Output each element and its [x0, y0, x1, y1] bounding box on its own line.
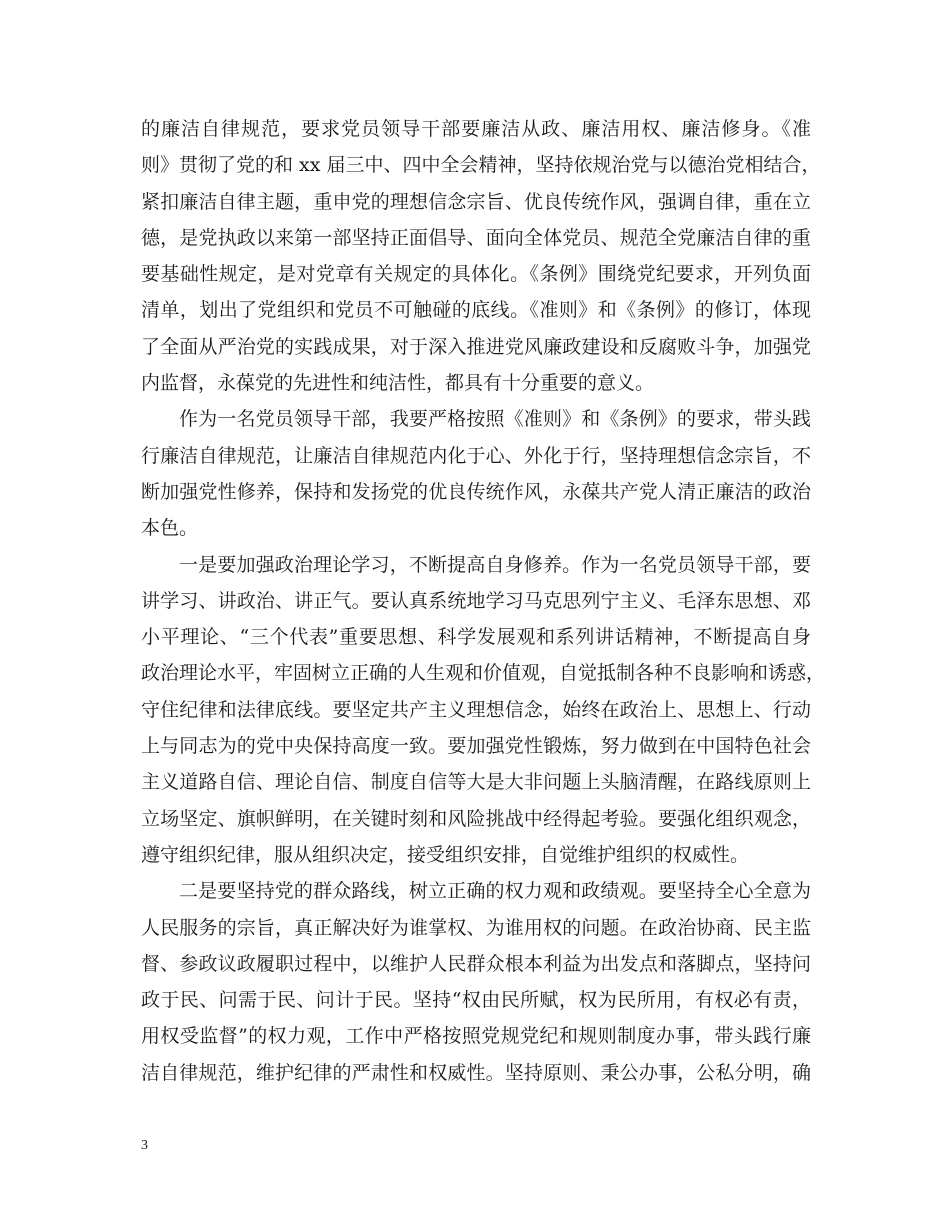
paragraph-line: 立场坚定、旗帜鲜明，在关键时刻和风险挑战中经得起考验。要强化组织观念， — [141, 807, 811, 830]
paragraph-line: 遵守组织纪律，服从组织决定，接受组织安排，自觉维护组织的权威性。 — [141, 843, 750, 866]
paragraph-line: 洁自律规范，维护纪律的严肃性和权威性。坚持原则、秉公办事，公私分明，确 — [141, 1061, 811, 1084]
paragraph-line: 政于民、问需于民、问计于民。坚持“权由民所赋，权为民所用，有权必有责， — [141, 989, 811, 1012]
page-number: 3 — [141, 1138, 148, 1153]
paragraph-line: 本色。 — [141, 517, 199, 540]
paragraph-line: 的廉洁自律规范，要求党员领导干部要廉洁从政、廉洁用权、廉洁修身。《准 — [141, 118, 811, 140]
paragraph-line: 上与同志为的党中央保持高度一致。要加强党性锻炼，努力做到在中国特色社会 — [141, 735, 811, 758]
paragraph-line: 政治理论水平，牢固树立正确的人生观和价值观，自觉抵制各种不良影响和诱惑， — [141, 662, 826, 685]
paragraph-line: 主义道路自信、理论自信、制度自信等大是大非问题上头脑清醒，在路线原则上 — [141, 771, 811, 794]
paragraph-line: 督、参政议政履职过程中，以维护人民群众根本利益为出发点和落脚点，坚持问 — [141, 952, 811, 975]
paragraph-line: 作为一名党员领导干部，我要严格按照《准则》和《条例》的要求，带头践 — [179, 408, 811, 431]
paragraph-line: 守住纪律和法律底线。要坚定共产主义理想信念，始终在政治上、思想上、行动 — [141, 698, 811, 721]
paragraph-line: 行廉洁自律规范，让廉洁自律规范内化于心、外化于行，坚持理想信念宗旨，不 — [141, 444, 811, 467]
paragraph-line: 了全面从严治党的实践成果，对于深入推进党风廉政建设和反腐败斗争，加强党 — [141, 335, 811, 358]
paragraph-line: 断加强党性修养，保持和发扬党的优良传统作风，永葆共产党人清正廉洁的政治 — [141, 480, 811, 503]
paragraph-line: 小平理论、“三个代表”重要思想、科学发展观和系列讲话精神，不断提高自身 — [141, 626, 811, 649]
paragraph — [141, 873, 811, 1091]
paragraph-line: 德，是党执政以来第一部坚持正面倡导、面向全体党员、规范全党廉洁自律的重 — [141, 226, 811, 249]
paragraph-line: 紧扣廉洁自律主题，重申党的理想信念宗旨、优良传统作风，强调自律，重在立 — [141, 190, 811, 213]
paragraph — [141, 547, 826, 874]
paragraph-line: 内监督，永葆党的先进性和纯洁性，都具有十分重要的意义。 — [141, 372, 655, 395]
paragraph-line: 则》贯彻了党的和 xx 届三中、四中全会精神，坚持依规治党与以德治党相结合， — [141, 154, 821, 177]
paragraph — [141, 401, 811, 546]
paragraph-line: 讲学习、讲政治、讲正气。要认真系统地学习马克思列宁主义、毛泽东思想、邓 — [141, 589, 811, 612]
paragraph — [141, 111, 821, 401]
paragraph-line: 人民服务的宗旨，真正解决好为谁掌权、为谁用权的问题。在政治协商、民主监 — [141, 916, 811, 939]
paragraph-line: 清单，划出了党组织和党员不可触碰的底线。《准则》和《条例》的修订，体现 — [141, 299, 811, 322]
paragraph-line: 一是要加强政治理论学习，不断提高自身修养。作为一名党员领导干部，要 — [179, 553, 811, 576]
document-body — [141, 111, 826, 1091]
paragraph-line: 用权受监督”的权力观，工作中严格按照党规党纪和规则制度办事，带头践行廉 — [141, 1025, 811, 1048]
paragraph-line: 要基础性规定，是对党章有关规定的具体化。《条例》围绕党纪要求，开列负面 — [141, 263, 811, 286]
paragraph-line: 二是要坚持党的群众路线，树立正确的权力观和政绩观。要坚持全心全意为 — [179, 880, 811, 903]
